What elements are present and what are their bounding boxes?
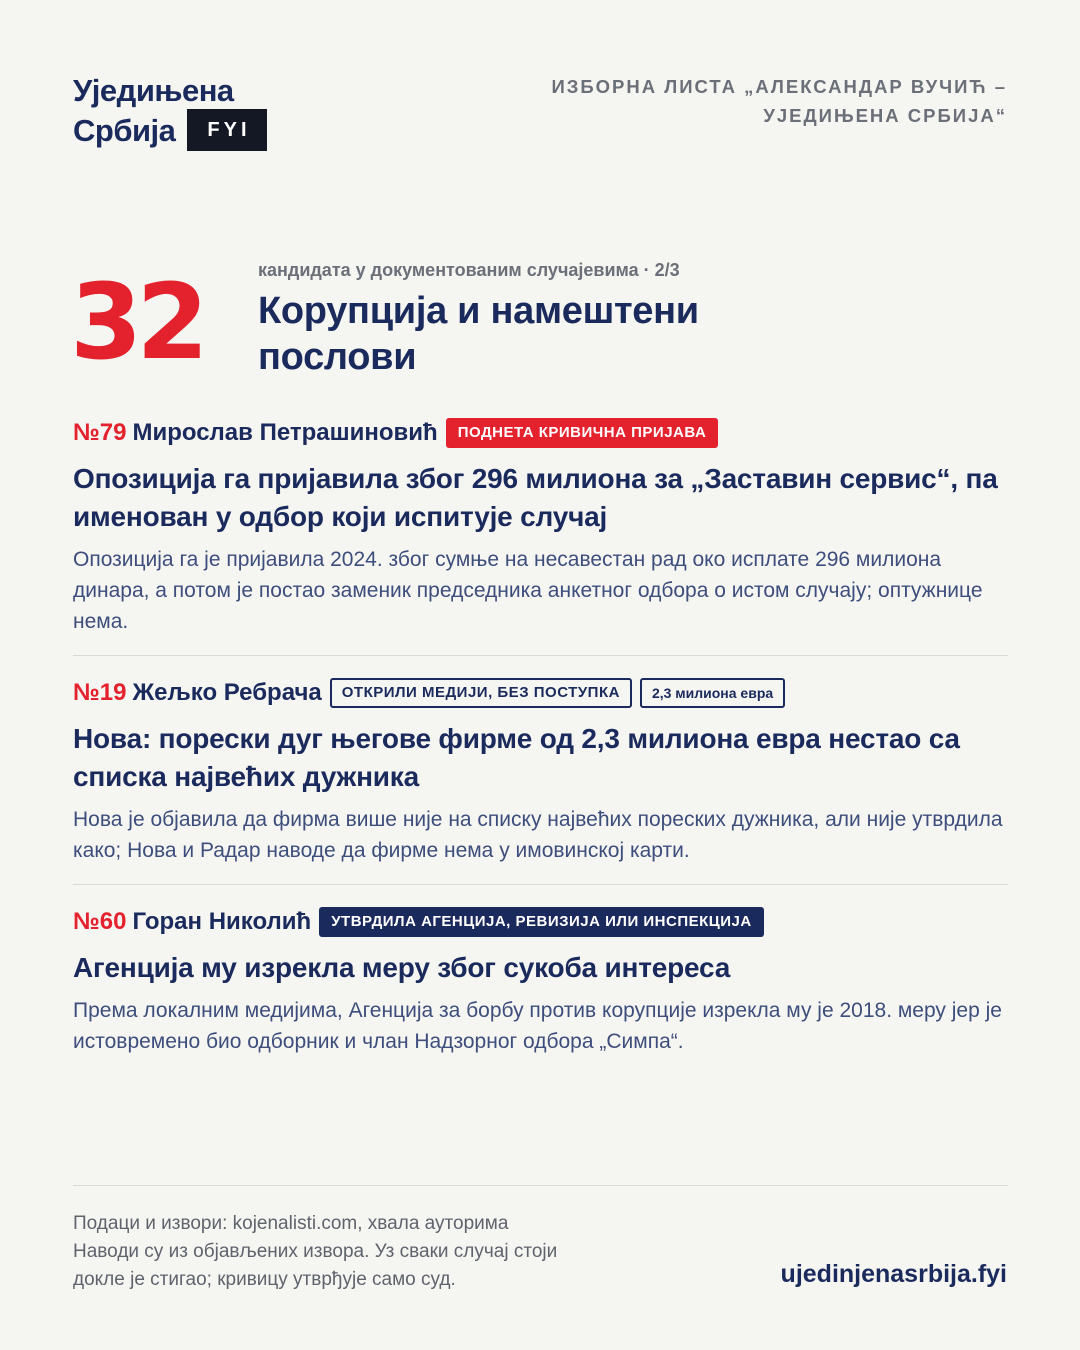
case-entry [73,416,1008,637]
logo-line-2: Србија [73,112,176,148]
candidate-name: Горан Николић [132,908,312,935]
case-headline: Нова: порески дуг његове фирме од 2,3 милиона евра нестао са списка највећих дужника [73,723,960,792]
case-entry [73,905,1008,1057]
case-description: Нова је објавила да фирма више није на списку највећих пореских дужника, али није утврдила како; Нова и Радар наводе да фирме нема у имовинској карти. [73,808,1003,862]
fyi-badge: FYI [187,109,266,151]
status-badge: УТВРДИЛА АГЕНЦИЈА, РЕВИЗИЈА ИЛИ ИНСПЕКЦИЈА [319,907,764,937]
sources-note: Подаци и извори: kojenalisti.com, хвала ауторима [73,1213,509,1234]
case-description: Према локалним медијима, Агенција за борбу против корупције изрекла му је 2018. меру јер је истовремено био одборник и члан Надзорног одбора „Симпа“. [73,999,1002,1053]
candidate-name: Мирослав Петрашиновић [132,419,438,446]
entry-header [73,905,1008,939]
logo-line-1: Уједињена [73,73,234,108]
list-number: №79 [73,419,127,446]
logo [73,72,267,151]
hero-subtitle: кандидата у документованим случајевима · 2/3 [258,260,680,280]
disclaimer-line-1: Наводи су из објављених извора. Уз сваки случај стоји [73,1241,558,1262]
hero-text [258,258,1018,380]
divider [73,655,1008,656]
status-badge: ПОДНЕТА КРИВИЧНА ПРИЈАВА [446,418,719,448]
amount-badge: 2,3 милиона евра [640,678,785,708]
list-number: №19 [73,679,127,706]
footer-divider [73,1185,1008,1186]
list-title: ИЗБОРНА ЛИСТА „АЛЕКСАНДАР ВУЧИЋ – УЈЕДИЊЕНА СРБИЈА“ [551,76,1007,126]
entry-header [73,416,1008,450]
case-headline: Опозиција га пријавила због 296 милиона за „Заставин сервис“, па именован у одбор који испитује случај [73,463,998,532]
candidate-name: Жељко Ребрача [132,679,322,706]
hero-title: Корупција и намештени послови [258,290,699,378]
candidate-count: 32 [70,261,203,383]
disclaimer-line-2: докле је стигао; кривицу утврђује само суд. [73,1269,456,1290]
logo-line-2-row [73,109,267,151]
case-headline: Агенција му изрекла меру због сукоба интереса [73,952,731,983]
footer-notes [73,1210,557,1294]
list-number: №60 [73,908,127,935]
site-url[interactable]: ujedinjenasrbija.fyi [780,1260,1007,1288]
case-entry [73,676,1008,866]
divider [73,884,1008,885]
entry-header [73,676,1008,710]
case-description: Опозиција га је пријавила 2024. због сумње на несавестан рад око исплате 296 милиона динара, а потом је постао заменик председника анкетног одбора о истом случају; оптужнице нема. [73,548,983,633]
status-badge: ОТКРИЛИ МЕДИЈИ, БЕЗ ПОСТУПКА [330,678,632,708]
